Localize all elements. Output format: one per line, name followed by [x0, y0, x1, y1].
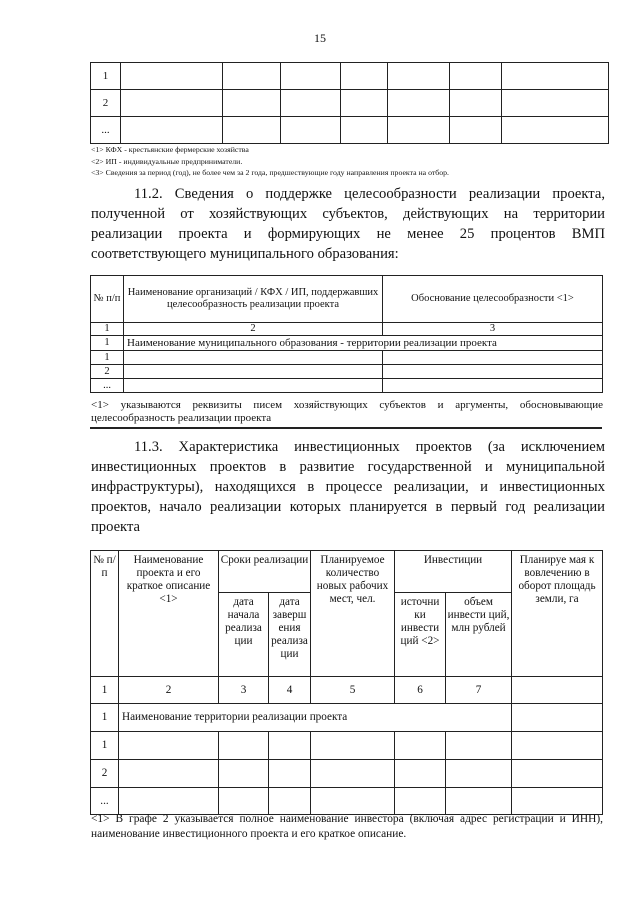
section-11-3-paragraph: 11.3. Характеристика инвестиционных проектов (за исключением инвестиционных проектов в развитие государственной и муниципальной инфраструктуры), находящихся в процессе реализации, и инвестиционных проектов, начало реализации которых планируется в первый год реализации проекта: [91, 439, 605, 535]
territory-label: Наименование муниципального образования - территории реализации проекта: [124, 336, 603, 351]
col-number: 5: [311, 677, 395, 704]
section-11-2-paragraph: 11.2. Сведения о поддержке целесообразности реализации проекта, полученной от хозяйствующих субъектов, действующих на территории реализации проекта и формирующих не менее 25 процентов ВМП соответствующего муниципального образования:: [91, 186, 605, 262]
row-number: 2: [91, 365, 124, 379]
column-numbers-row: [91, 677, 603, 704]
header-land: Планируе мая к вовлечению в оборот площадь земли, га: [512, 551, 603, 677]
table-row: [91, 760, 603, 788]
support-table: [90, 275, 603, 393]
header-sources: источни ки инвести ций <2>: [395, 593, 446, 677]
col-number: 6: [395, 677, 446, 704]
row-number: ...: [91, 379, 124, 393]
table-continuation: [90, 62, 609, 144]
header-end-date: дата заверш ения реализа ции: [269, 593, 311, 677]
table-row: [91, 90, 609, 117]
header-project-name: Наименование проекта и его краткое описание <1>: [119, 551, 219, 677]
header-investments: Инвестиции: [395, 551, 512, 593]
col-number: 1: [91, 323, 124, 336]
table-header-row: [91, 551, 603, 593]
footnote-investor: <1> В графе 2 указывается полное наименование инвестора (включая адрес регистрации и ИНН), наименование инвестиционного проекта и его краткое описание.: [91, 813, 603, 840]
table-row: [91, 117, 609, 144]
row-number: ...: [91, 788, 119, 815]
row-number: 2: [91, 760, 119, 788]
footnote-ip: <2> ИП - индивидуальные предприниматели.: [91, 156, 243, 166]
footnote-period: <3> Сведения за период (год), не более чем за 2 года, предшествующие году направления проекта на отбор.: [91, 168, 450, 177]
header-start-date: дата начала реализа ции: [219, 593, 269, 677]
header-num: № п/п: [91, 276, 124, 323]
territory-row: [91, 336, 603, 351]
row-number: 1: [91, 336, 124, 351]
header-terms: Сроки реализации: [219, 551, 311, 593]
row-number: 2: [91, 90, 121, 117]
header-jobs: Планируемое количество новых рабочих мест, чел.: [311, 551, 395, 677]
header-volume: объем инвести ций, млн рублей: [446, 593, 512, 677]
col-number: 3: [219, 677, 269, 704]
row-number: 1: [91, 351, 124, 365]
table-row: [91, 788, 603, 815]
footnotes-block: [91, 144, 611, 179]
table-row: [91, 732, 603, 760]
table-row: [91, 379, 603, 393]
header-justification: Обоснование целесообразности <1>: [383, 276, 603, 323]
table-header-row: [91, 276, 603, 323]
table-row: [91, 351, 603, 365]
table-row: [91, 365, 603, 379]
col-number: 3: [383, 323, 603, 336]
col-number: 2: [124, 323, 383, 336]
footnote-kfh: <1> КФХ - крестьянские фермерские хозяйства: [91, 145, 249, 154]
header-organizations: Наименование организаций / КФХ / ИП, поддержавших целесообразность реализации проекта: [124, 276, 383, 323]
territory-label: Наименование территории реализации проекта: [119, 704, 512, 732]
row-number: 1: [91, 704, 119, 732]
col-number: 4: [269, 677, 311, 704]
footnote-support: <1> указываются реквизиты писем хозяйствующих субъектов и аргументы, обосновывающие целесообразность реализации проекта: [91, 399, 603, 424]
header-num: № п/п: [91, 551, 119, 677]
row-number: 1: [91, 732, 119, 760]
territory-row: [91, 704, 603, 732]
divider: [90, 427, 602, 429]
table-row: [91, 63, 609, 90]
row-number: ...: [91, 117, 121, 144]
page-number: 15: [314, 31, 326, 45]
column-numbers-row: [91, 323, 603, 336]
col-number: 1: [91, 677, 119, 704]
col-number: 2: [119, 677, 219, 704]
col-number: 7: [446, 677, 512, 704]
row-number: 1: [91, 63, 121, 90]
investment-projects-table: [90, 550, 603, 815]
